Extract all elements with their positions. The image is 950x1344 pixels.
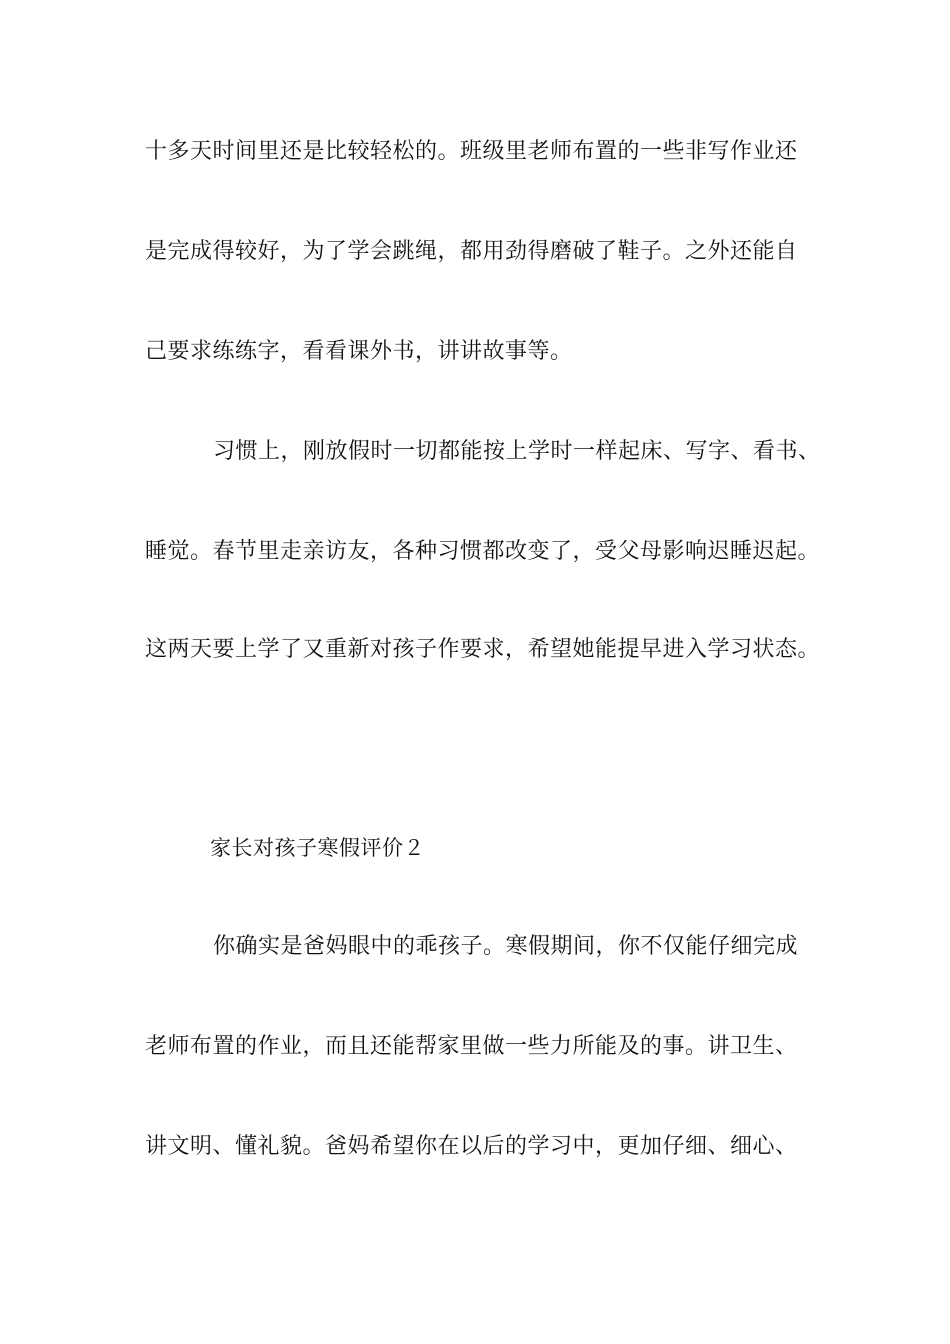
text-line: 习惯上，刚放假时一切都能按上学时一样起床、写字、看书、 [213,439,821,464]
text-line: 这两天要上学了又重新对孩子作要求，希望她能提早进入学习状态。 [145,637,821,662]
text-line: 十多天时间里还是比较轻松的。班级里老师布置的一些非写作业还 [145,139,798,164]
text-line: 你确实是爸妈眼中的乖孩子。寒假期间，你不仅能仔细完成 [213,934,799,959]
section-heading: 家长对孩子寒假评价２ [210,836,425,860]
text-line: 是完成得较好，为了学会跳绳，都用劲得磨破了鞋子。之外还能自 [145,239,798,264]
text-line: 讲文明、懂礼貌。爸妈希望你在以后的学习中，更加仔细、细心、 [145,1134,798,1159]
text-line: 睡觉。春节里走亲访友，各种习惯都改变了，受父母影响迟睡迟起。 [145,539,821,564]
text-line: 老师布置的作业，而且还能帮家里做一些力所能及的事。讲卫生、 [145,1034,798,1059]
text-line: 己要求练练字，看看课外书，讲讲故事等。 [145,339,573,364]
